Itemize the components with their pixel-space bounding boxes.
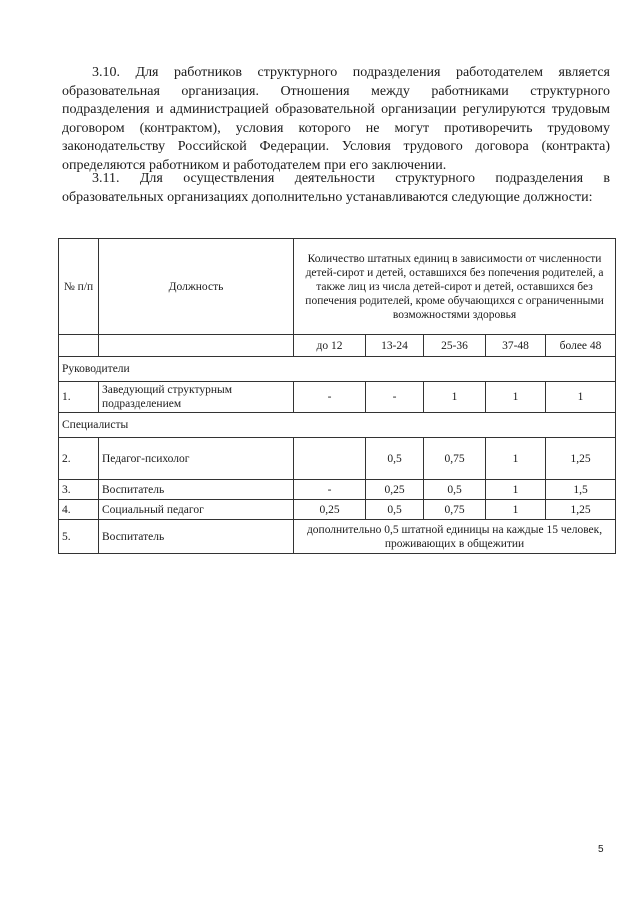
row-position: Социальный педагог	[99, 500, 294, 520]
row-value: 1,25	[546, 500, 616, 520]
row-num: 3.	[59, 480, 99, 500]
row-position: Заведующий структурным подразделением	[99, 382, 294, 413]
row-position: Воспитатель	[99, 480, 294, 500]
table-row	[59, 480, 616, 500]
row-value: 1	[486, 500, 546, 520]
page-number: 5	[598, 844, 604, 855]
range-header: до 12	[294, 335, 366, 357]
row-num: 4.	[59, 500, 99, 520]
section-title: Специалисты	[59, 413, 616, 438]
row-value: 1	[486, 382, 546, 413]
section-row-leaders	[59, 357, 616, 382]
empty-cell	[59, 335, 99, 357]
table-row	[59, 500, 616, 520]
row-value: -	[294, 480, 366, 500]
section-row-specialists	[59, 413, 616, 438]
row-value: 0,5	[424, 480, 486, 500]
range-header: 25-36	[424, 335, 486, 357]
row-value: 1	[424, 382, 486, 413]
row-value: 1	[486, 480, 546, 500]
row-position: Воспитатель	[99, 520, 294, 554]
header-position: Должность	[99, 239, 294, 335]
row-value	[294, 438, 366, 480]
row-value: 1	[486, 438, 546, 480]
range-header: более 48	[546, 335, 616, 357]
section-title: Руководители	[59, 357, 616, 382]
table-row	[59, 438, 616, 480]
row-num: 5.	[59, 520, 99, 554]
row-num: 2.	[59, 438, 99, 480]
row-value: 0,75	[424, 500, 486, 520]
header-num: № п/п	[59, 239, 99, 335]
row-position: Педагог-психолог	[99, 438, 294, 480]
paragraph-3-10: 3.10. Для работников структурного подразделения работодателем является образовательная организация. Отношения между работниками структурного подразделения и администрацией образовательной организации регулируются трудовым договором (контрактом), условия которого не могут противоречить трудовому законодательству Российской Федерации. Условия трудового договора (контракта) определяются работником и работодателем при его заключении.	[62, 65, 610, 173]
row-note: дополнительно 0,5 штатной единицы на каждые 15 человек, проживающих в общежитии	[294, 520, 616, 554]
row-value: 0,75	[424, 438, 486, 480]
table-row	[59, 520, 616, 554]
row-value: 1,5	[546, 480, 616, 500]
row-value: 1	[546, 382, 616, 413]
table-subheader-row	[59, 335, 616, 357]
header-group: Количество штатных единиц в зависимости от численности детей-сирот и детей, оставшихся без попечения родителей, а также лиц из числа детей-сирот и детей, оставшихся без попечения родителей, кроме обучающихся с ограниченными возможностями здоровья	[294, 239, 616, 335]
row-value: -	[294, 382, 366, 413]
row-value: 0,25	[294, 500, 366, 520]
row-value: 0,25	[366, 480, 424, 500]
empty-cell	[99, 335, 294, 357]
staff-table	[58, 238, 616, 554]
table-row	[59, 382, 616, 413]
range-header: 13-24	[366, 335, 424, 357]
row-value: 1,25	[546, 438, 616, 480]
range-header: 37-48	[486, 335, 546, 357]
row-value: 0,5	[366, 500, 424, 520]
table-header-row	[59, 239, 616, 335]
row-value: 0,5	[366, 438, 424, 480]
row-num: 1.	[59, 382, 99, 413]
paragraph-3-11: 3.11. Для осуществления деятельности структурного подразделения в образовательных организациях дополнительно устанавливаются следующие должности:	[62, 171, 610, 205]
row-value: -	[366, 382, 424, 413]
